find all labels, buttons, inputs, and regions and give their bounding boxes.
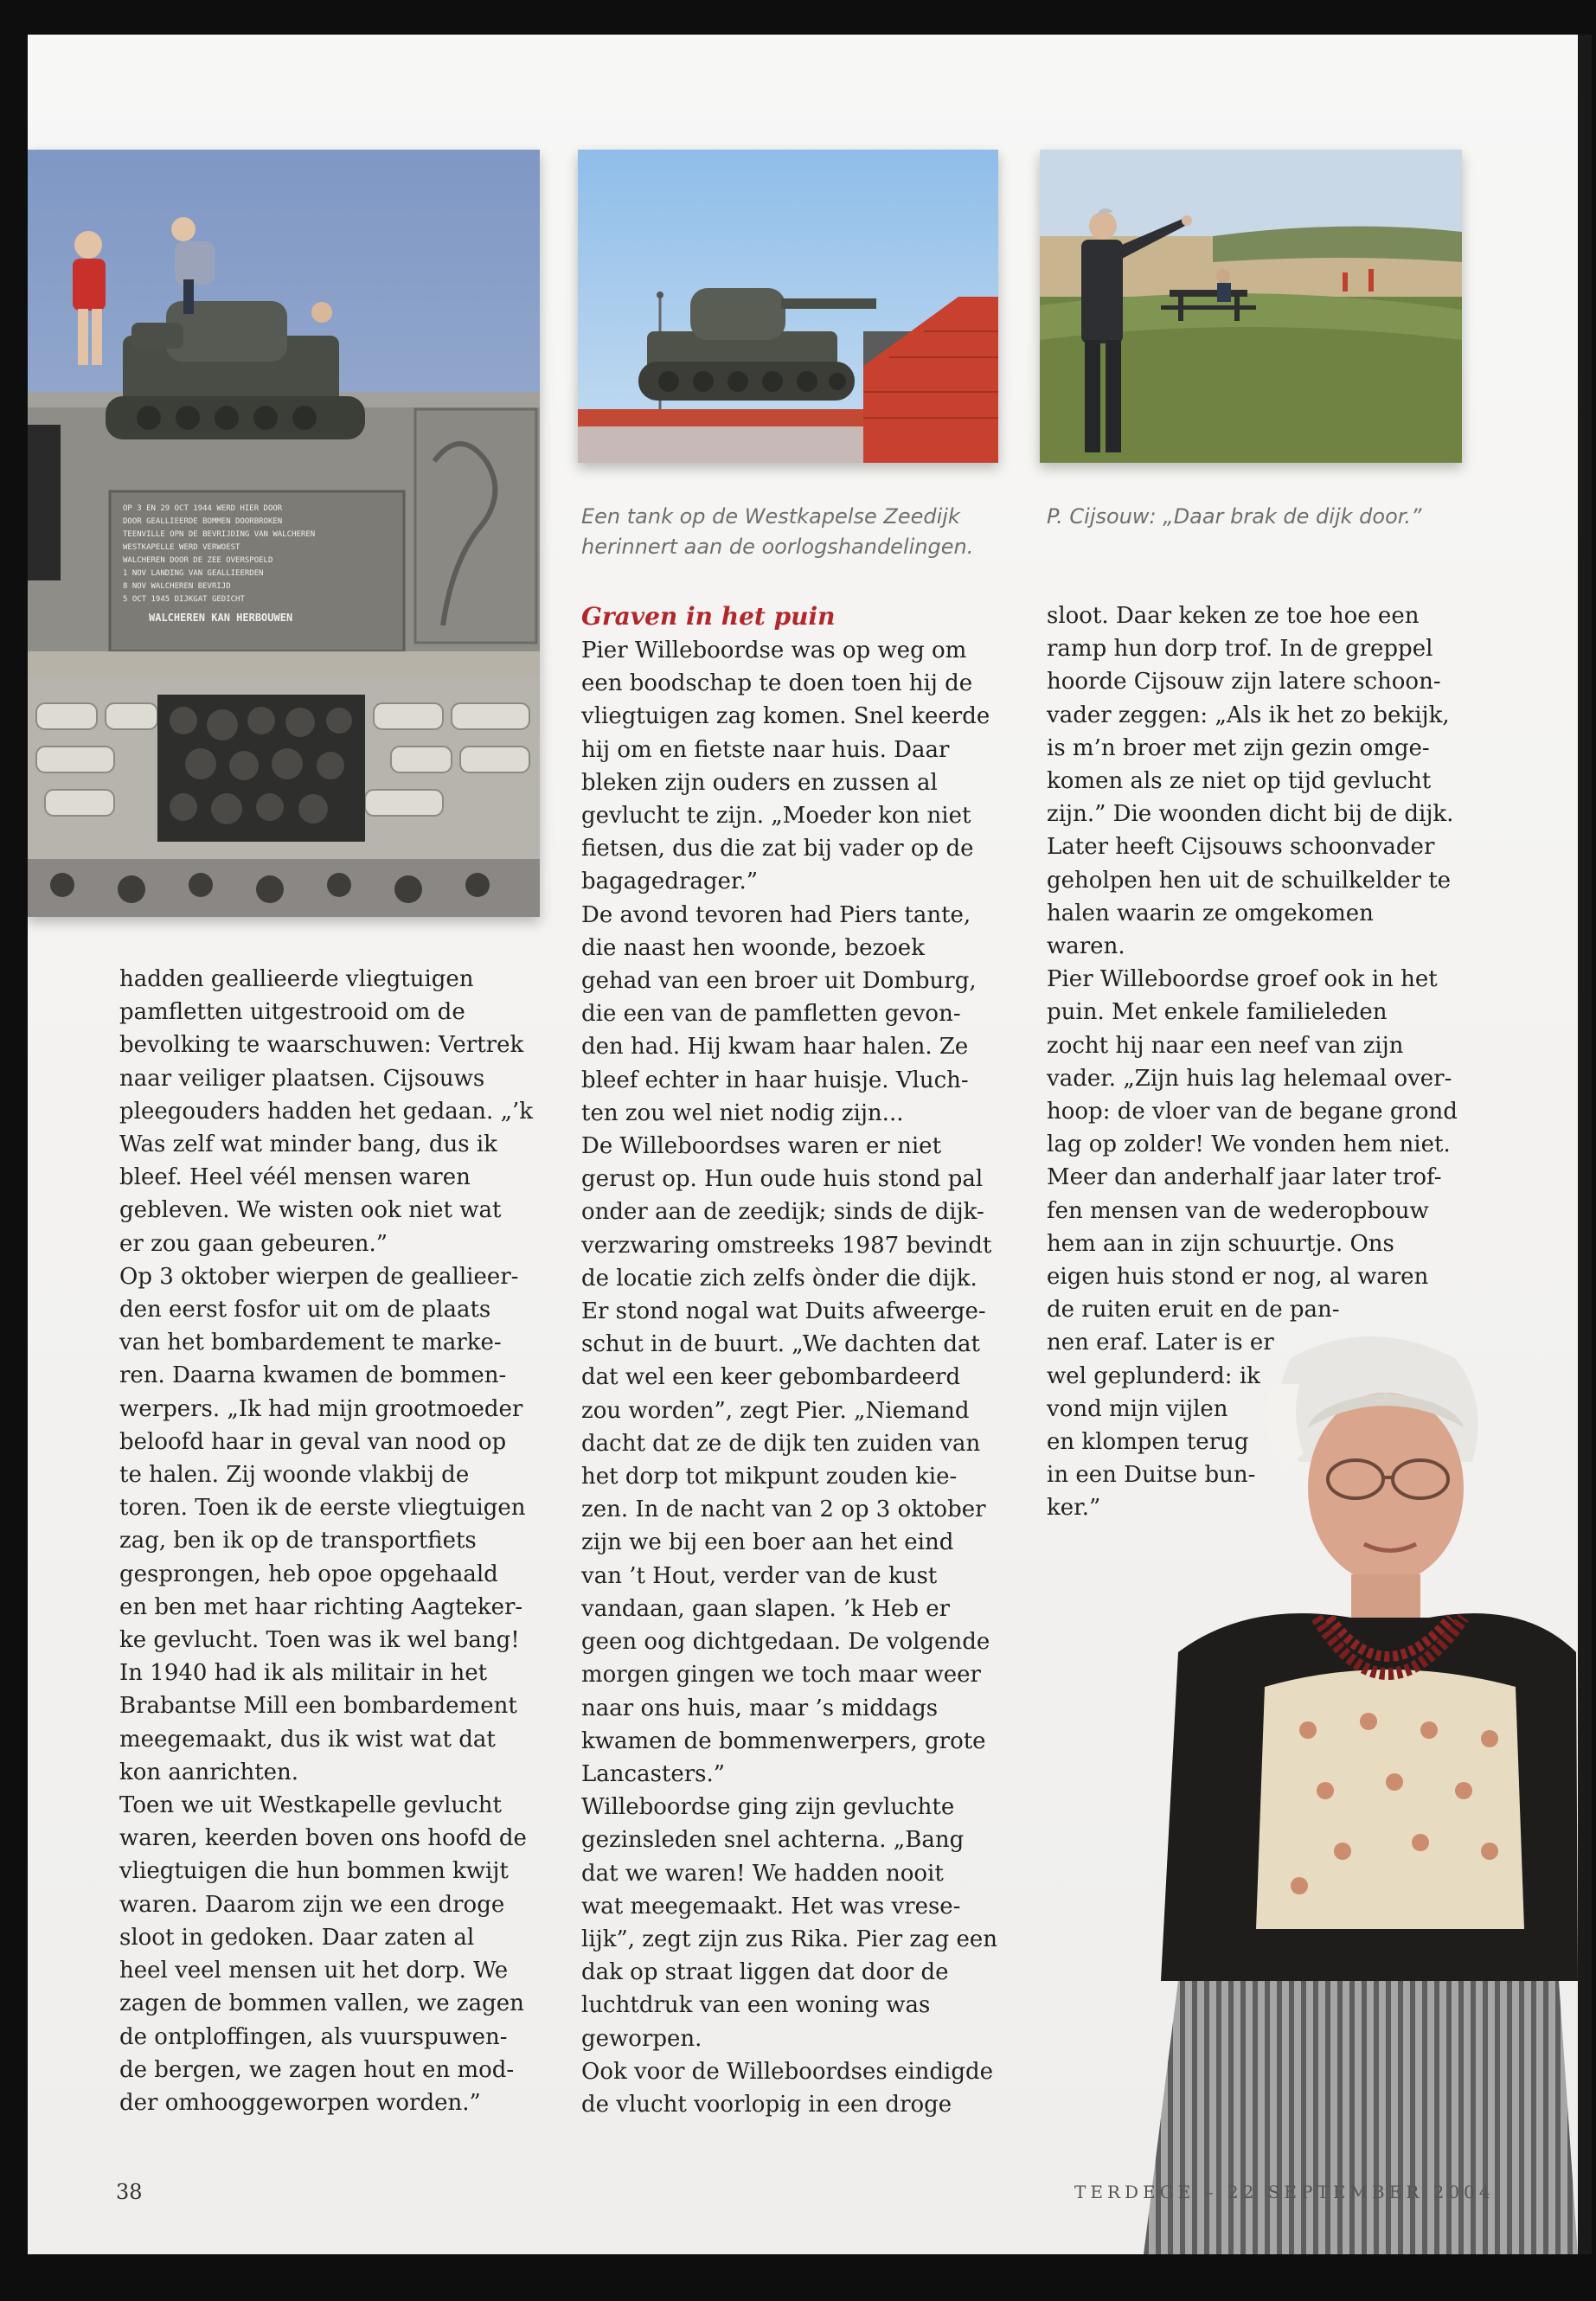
inscription-line: 1 NOV LANDING VAN GEALLIEERDEN [123, 569, 264, 578]
text-line: hem aan in zijn schuurtje. Ons [1047, 1230, 1394, 1257]
text-line: halen waarin ze omgekomen [1047, 900, 1374, 926]
text-line: hadden geallieerde vliegtuigen [119, 966, 474, 992]
text-line: morgen gingen we toch maar weer [581, 1662, 981, 1689]
text-line: dat we waren! We hadden nooit [581, 1860, 944, 1887]
text-line: van ’t Hout, verder van de kust [581, 1562, 938, 1589]
text-line: Later heeft Cijsouws schoonvader [1047, 834, 1435, 861]
page-number: 38 [116, 2180, 143, 2204]
text-line: lag op zolder! We vonden hem niet. [1047, 1131, 1451, 1158]
text-line: In 1940 had ik als militair in het [119, 1660, 488, 1687]
text-line: zijn.” Die woonden dicht bij de dijk. [1047, 801, 1454, 828]
inscription-line: 8 NOV WALCHEREN BEVRIJD [123, 582, 231, 591]
memorial-illustration [28, 150, 540, 917]
text-line: hoorde Cijsouw zijn latere schoon- [1047, 669, 1441, 695]
text-line: toren. Toen ik de eerste vliegtuigen [119, 1495, 526, 1522]
text-line: kon aanrichten. [119, 1759, 299, 1785]
tank-illustration [578, 150, 998, 463]
text-line: pleegouders hadden het gedaan. „’k [119, 1098, 534, 1125]
text-line: Was zelf wat minder bang, dus ik [119, 1131, 497, 1158]
text-line: gebleven. We wisten ook niet wat [119, 1197, 502, 1224]
tank-photo [578, 150, 998, 463]
inscription-line: 5 OCT 1945 DIJKGAT GEDICHT [123, 595, 245, 604]
text-line: Meer dan anderhalf jaar later trof- [1047, 1164, 1442, 1191]
text-line: bleken zijn ouders en zussen al [581, 769, 938, 796]
inscription-line: OP 3 EN 29 OCT 1944 WERD HIER DOOR [123, 504, 283, 513]
text-line: ramp hun dorp trof. In de greppel [1047, 636, 1433, 663]
text-line: die naast hen woonde, bezoek [581, 934, 925, 961]
text-line: Toen we uit Westkapelle gevlucht [119, 1792, 502, 1819]
text-line: hij om en fietste naar huis. Daar [581, 736, 950, 763]
text-line: beloofd haar in geval van nood op [119, 1428, 507, 1455]
text-line: ker.” [1047, 1495, 1101, 1522]
text-line: fen mensen van de wederopbouw [1047, 1197, 1429, 1224]
text-line: schut in de buurt. „We dachten dat [581, 1331, 980, 1358]
text-line: ren. Daarna kwamen de bommen- [119, 1362, 507, 1389]
text-line: gezinsleden snel achterna. „Bang [581, 1827, 965, 1854]
text-line: bleef echter in haar huisje. Vluch- [581, 1067, 969, 1093]
text-line: naar ons huis, maar ’s middags [581, 1695, 939, 1721]
text-line: dacht dat ze de dijk ten zuiden van [581, 1430, 981, 1457]
text-line: wel geplunderd: ik [1047, 1362, 1260, 1389]
text-line: zagen de bommen vallen, we zagen [119, 1990, 524, 2017]
text-line: bevolking te waarschuwen: Vertrek [119, 1032, 524, 1059]
inscription-line: TEENVILLE OPN DE BEVRIJDING VAN WALCHEREN [123, 530, 316, 539]
text-line: Pier Willeboordse was op weg om [581, 638, 967, 663]
publication-footer: TERDEGE – 22 SEPTEMBER 2004 [1074, 2182, 1495, 2202]
text-line: de bergen, we zagen hout en mod- [119, 2056, 515, 2083]
text-line: gehad van een broer uit Domburg, [581, 968, 977, 995]
text-line: Op 3 oktober wierpen de geallieer- [119, 1263, 519, 1290]
text-line: den eerst fosfor uit om de plaats [119, 1297, 491, 1324]
text-line: puin. Met enkele familieleden [1047, 999, 1388, 1026]
text-line: en klompen terug [1047, 1429, 1249, 1456]
text-line: vandaan, gaan slapen. ’k Heb er [581, 1595, 951, 1622]
text-line: Lancasters.” [581, 1760, 726, 1787]
cijsouw-photo-caption [1047, 502, 1462, 532]
text-line: gerust op. Hun oude huis stond pal [581, 1166, 984, 1193]
text-line: fietsen, dus die zat bij vader op de [581, 836, 974, 862]
text-line: ke gevlucht. Toen was ik wel bang! [119, 1627, 520, 1654]
text-line: sloot. Daar keken ze toe hoe een [1047, 603, 1420, 629]
text-line: De avond tevoren had Piers tante, [581, 901, 971, 928]
text-line: zen. In de nacht van 2 op 3 oktober [581, 1497, 986, 1523]
text-line: De Willeboordses waren er niet [581, 1133, 942, 1160]
text-line: geworpen. [581, 2025, 702, 2052]
text-line: de vlucht voorlopig in een droge [581, 2091, 952, 2118]
text-line: waren, keerden boven ons hoofd de [119, 1825, 527, 1852]
text-line: meegemaakt, dus ik wist wat dat [119, 1726, 496, 1753]
text-line: vader. „Zijn huis lag helemaal over- [1047, 1065, 1452, 1092]
text-line: dak op straat liggen dat door de [581, 1959, 949, 1986]
text-line: waren. [1047, 933, 1125, 960]
article-column-2 [581, 599, 997, 2121]
caption-line: herinnert aan de oorlogshandelingen. [581, 535, 974, 559]
text-line: het dorp tot mikpunt zouden kie- [581, 1464, 958, 1490]
text-line: van het bombardement te marke- [119, 1330, 502, 1356]
text-line: waren. Daarom zijn we een droge [119, 1891, 505, 1918]
tank-photo-caption [581, 502, 1031, 562]
text-line: luchtdruk van een woning was [581, 1992, 931, 2019]
inscription-line: WESTKAPELLE WERD VERWOEST [123, 543, 240, 552]
text-line: onder aan de zeedijk; sinds de dijk- [581, 1199, 984, 1226]
text-line: is m’n broer met zijn gezin omge- [1047, 734, 1430, 761]
text-line: gevlucht te zijn. „Moeder kon niet [581, 803, 971, 830]
text-line: kwamen de bommenwerpers, grote [581, 1727, 986, 1754]
text-line: der omhooggeworpen worden.” [119, 2089, 481, 2116]
text-line: zijn we bij een boer aan het eind [581, 1529, 954, 1556]
text-line: pamfletten uitgestrooid om de [119, 999, 465, 1026]
text-line: lijk”, zegt zijn zus Rika. Pier zag een [581, 1926, 998, 1952]
woman-portrait [1144, 1324, 1578, 2254]
text-line: vond mijn vijlen [1047, 1395, 1228, 1422]
text-line: de ruiten eruit en de pan- [1047, 1297, 1340, 1324]
memorial-photo [28, 150, 540, 917]
text-line: gesprongen, heb opoe opgehaald [119, 1561, 498, 1587]
text-line: Brabantse Mill een bombardement [119, 1693, 517, 1720]
text-line: zou worden”, zegt Pier. „Niemand [581, 1397, 970, 1424]
text-line: en ben met haar richting Aagteker- [119, 1593, 523, 1620]
text-line: die een van de pamfletten gevon- [581, 1001, 961, 1028]
text-line: hoop: de vloer van de begane grond [1047, 1099, 1458, 1125]
text-line: werpers. „Ik had mijn grootmoeder [119, 1395, 523, 1422]
caption-line: P. Cijsouw: „Daar brak de dijk door.” [1047, 504, 1422, 529]
text-line: naar veiliger plaatsen. Cijsouws [119, 1065, 485, 1092]
text-line: vader zeggen: „Als ik het zo bekijk, [1047, 702, 1450, 728]
inscription-line: DOOR GEALLIEERDE BOMMEN DOORBROKEN [123, 517, 283, 526]
text-line: bleef. Heel véél mensen waren [119, 1164, 471, 1191]
magazine-page [28, 35, 1592, 2254]
cijsouw-photo [1040, 150, 1462, 463]
text-line: Er stond nogal wat Duits afweerge- [581, 1298, 986, 1325]
text-line: geholpen hen uit de schuilkelder te [1047, 867, 1452, 894]
text-line: Pier Willeboordse groef ook in het [1047, 966, 1438, 993]
text-line: verzwaring omstreeks 1987 bevindt [581, 1232, 992, 1259]
text-line: heel veel mensen uit het dorp. We [119, 1958, 509, 1984]
text-line: sloot in gedoken. Daar zaten al [119, 1924, 475, 1951]
caption-line: Een tank op de Westkapelse Zeedijk [581, 504, 960, 529]
text-line: te halen. Zij woonde vlakbij de [119, 1462, 470, 1489]
text-line: in een Duitse bun- [1047, 1462, 1256, 1489]
text-line: wat meegemaakt. Het was vrese- [581, 1893, 961, 1920]
text-line: dat wel een keer gebombardeerd [581, 1364, 961, 1391]
text-line: de locatie zich zelfs ònder die dijk. [581, 1265, 977, 1292]
inscription-line: WALCHEREN DOOR DE ZEE OVERSPOELD [123, 556, 273, 565]
text-line: zocht hij naar een neef van zijn [1047, 1032, 1404, 1059]
text-line: nen eraf. Later is er [1047, 1330, 1274, 1356]
text-line: Ook voor de Willeboordses eindigde [581, 2058, 994, 2085]
text-line: den had. Hij kwam haar halen. Ze [581, 1034, 969, 1061]
text-line: ten zou wel niet nodig zijn... [581, 1099, 904, 1126]
text-line: zag, ben ik op de transportfiets [119, 1528, 477, 1554]
inscription-line: WALCHEREN KAN HERBOUWEN [149, 612, 293, 624]
cijsouw-illustration [1040, 150, 1462, 463]
text-line: vliegtuigen die hun bommen kwijt [119, 1858, 509, 1885]
text-line: de ontploffingen, als vuurspuwen- [119, 2023, 508, 2050]
text-line: bagagedrager.” [581, 868, 759, 895]
text-line: een boodschap te doen toen hij de [581, 670, 973, 697]
text-line: vliegtuigen zag komen. Snel keerde [581, 703, 990, 730]
section-heading: Graven in het puin [581, 602, 836, 631]
article-column-1 [119, 963, 533, 2119]
text-line: eigen huis stond er nog, al waren [1047, 1264, 1429, 1291]
text-line: geen oog dichtgedaan. De volgende [581, 1629, 990, 1656]
text-line: komen als ze niet op tijd gevlucht [1047, 768, 1432, 795]
text-line: Willeboordse ging zijn gevluchte [581, 1794, 955, 1821]
text-line: er zou gaan gebeuren.” [119, 1230, 388, 1257]
